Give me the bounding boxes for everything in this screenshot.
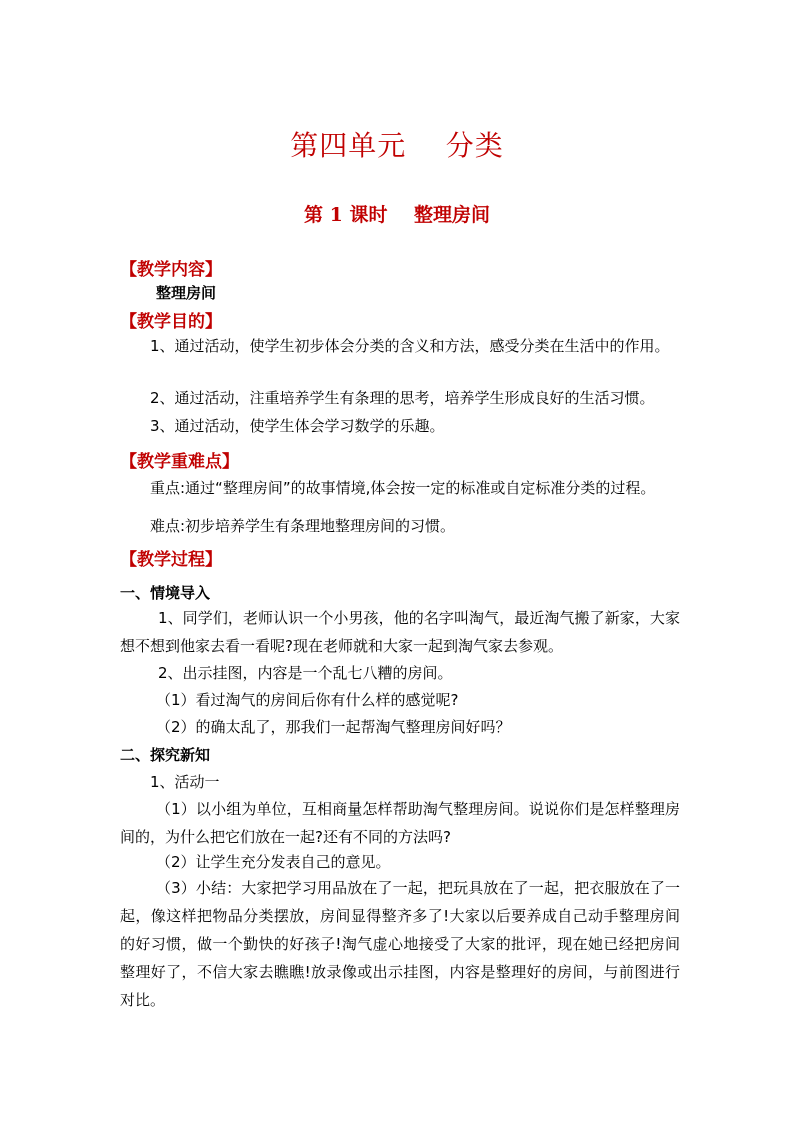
part1-paragraph-2: 2、出示挂图，内容是一个乱七八糟的房间。 [158, 664, 453, 682]
activity-label: 1、活动一 [150, 773, 220, 791]
part2-title: 二、探究新知 [120, 746, 211, 764]
difficult-point: 难点:初步培养学生有条理地整理房间的习惯。 [150, 517, 456, 535]
part1-paragraph-4: （2）的确太乱了，那我们一起帮淘气整理房间好吗？ [156, 718, 511, 736]
goal-item-1: 1、通过活动，使学生初步体会分类的含义和方法，感受分类在生活中的作用。 [150, 337, 670, 355]
section-heading-content: 【教学内容】 [120, 260, 222, 280]
lesson-title: 第 1 课时 整理房间 [304, 204, 490, 226]
section-heading-keypoints: 【教学重难点】 [120, 452, 239, 472]
part1-title: 一、情境导入 [120, 584, 211, 602]
part1-paragraph-1: 1、同学们，老师认识一个小男孩，他的名字叫淘气，最近淘气搬了新家，大家想不想到他家去看一看呢?现在老师就和大家一起到淘气家去参观。 [120, 609, 680, 655]
part1-paragraph-3: （1）看过淘气的房间后你有什么样的感觉呢? [156, 691, 459, 709]
section-heading-goals: 【教学目的】 [120, 312, 222, 332]
section-heading-process: 【教学过程】 [120, 550, 222, 570]
goal-item-2: 2、通过活动，注重培养学生有条理的思考，培养学生形成良好的生活习惯。 [150, 389, 655, 407]
unit-title: 第四单元 分类 [290, 129, 504, 162]
part2-paragraph-2: （2）让学生充分发表自己的意见。 [156, 853, 391, 871]
goal-item-3: 3、通过活动，使学生体会学习数学的乐趣。 [150, 417, 445, 435]
key-point: 重点:通过“整理房间”的故事情境,体会按一定的标准或自定标准分类的过程。 [150, 479, 656, 497]
part2-paragraph-3: （3）小结：大家把学习用品放在了一起，把玩具放在了一起，把衣服放在了一起，像这样把物品分类摆放，房间显得整齐多了!大家以后要养成自己动手整理房间的好习惯，做一个勤快的好孩子!淘气虚心地接受了大家的批评，现在她已经把房间整理好了，不信大家去瞧瞧!放录像或出示挂图，内容是整理好的房间，与前图进行对比。 [120, 879, 680, 1009]
content-text: 整理房间 [156, 284, 217, 302]
part2-paragraph-1: （1）以小组为单位，互相商量怎样帮助淘气整理房间。说说你们是怎样整理房间的，为什么把它们放在一起?还有不同的方法吗? [120, 800, 680, 846]
